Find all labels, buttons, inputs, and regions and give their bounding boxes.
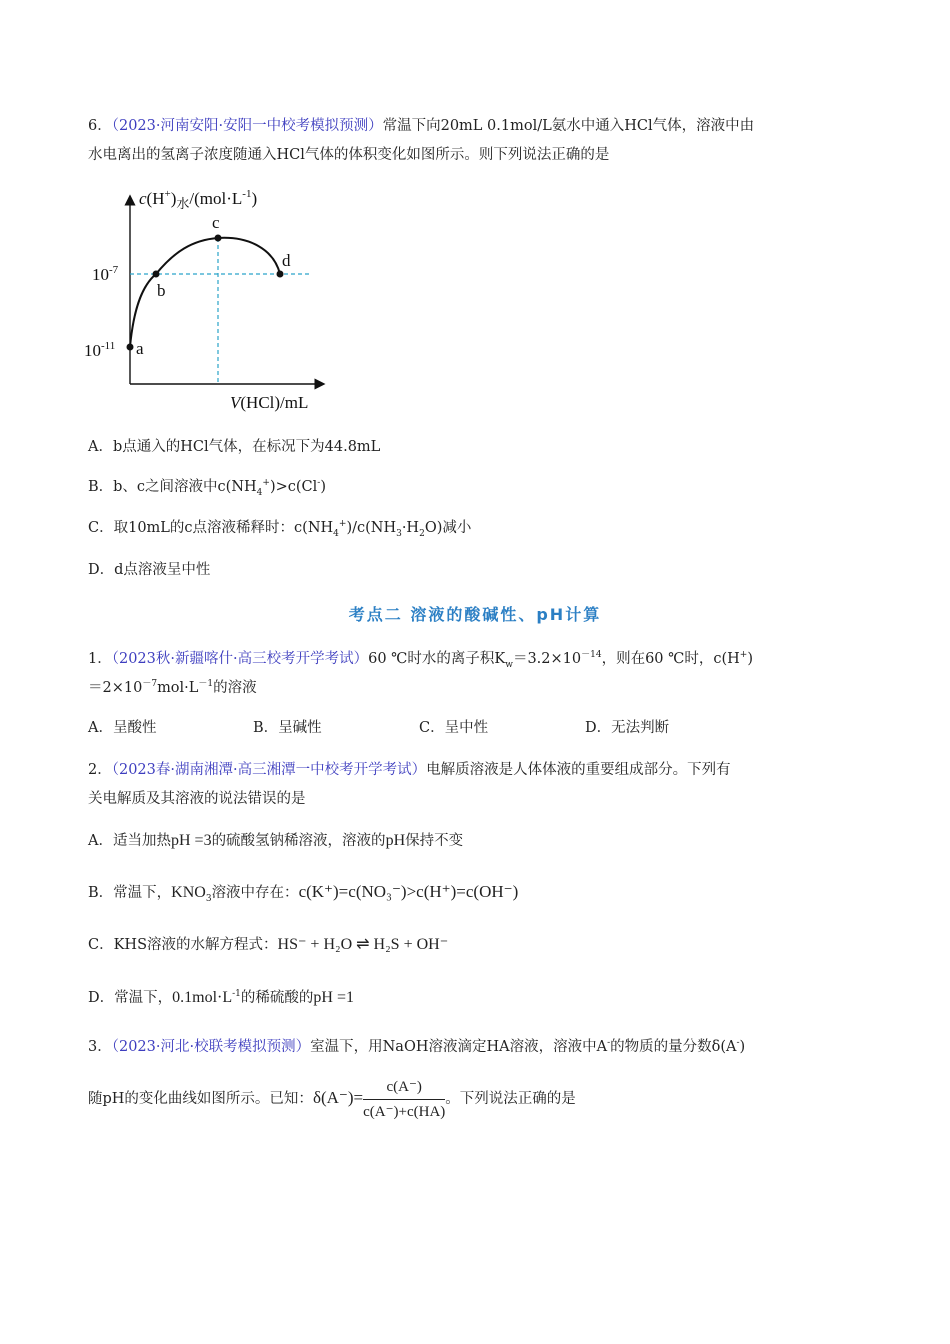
superscript: －7 [142, 679, 158, 690]
section-heading: 考点二 溶液的酸碱性、pH计算 [348, 605, 602, 624]
option-text: )>c(Cl [269, 479, 318, 495]
formula: pH =3 [170, 832, 212, 849]
question-source: （2023·河南安阳·安阳一中校考模拟预测） [111, 118, 383, 134]
question-text: 常温下向20mL 0.1mol/L氨水中通入HCl气体，溶液中由 [382, 118, 755, 134]
y-axis-label: $c(H^+)_水/(mol\cdot L^{-1})$ [139, 188, 258, 212]
fraction-denominator: c(A⁻)+c(HA) [363, 1103, 446, 1120]
option-text: D．常温下， [88, 990, 173, 1006]
question-number: 2． [88, 762, 112, 778]
point-b [153, 271, 160, 278]
ytick-low: $10^{-11}$ [84, 340, 116, 360]
option-text: ·H [401, 520, 420, 536]
q6-option-b[interactable]: B．b、c之间溶液中$c(NH_4^+)>c(Cl^-)$ [88, 478, 326, 498]
question-text: 关电解质及其溶液的说法错误的是 [88, 791, 306, 807]
x-axis-label: V(HCl)/mL [230, 393, 309, 412]
question-text: ) [739, 1039, 746, 1055]
point-b-label: b [157, 281, 166, 300]
question-text: ，则在60 ℃时，c(H [601, 651, 740, 667]
q1-line1: 1．（2023秋·新疆喀什·高三校考开学考试）60 ℃时水的离子积$K_w=3.2\times 10^{-14}$，则在60 ℃时，c(H+) [88, 650, 753, 670]
q1-option-b[interactable]: B．呈碱性 [253, 720, 322, 736]
q6-line1 [88, 116, 754, 136]
q1-option-c[interactable]: C．呈中性 [419, 720, 489, 736]
q6-option-a[interactable] [88, 437, 380, 457]
question-text: 随pH的变化曲线如图所示。已知： [88, 1091, 313, 1107]
q6-line2 [88, 145, 609, 165]
q1-line2 [88, 678, 257, 698]
curve [130, 238, 280, 347]
option-text: 的稀硫酸的 [240, 990, 314, 1006]
fraction [363, 1077, 445, 1122]
q2-option-a[interactable] [88, 831, 463, 851]
formula: δ(A⁻)= [312, 1088, 364, 1107]
option-text: O)减小 [424, 520, 472, 536]
point-a-label: a [136, 339, 144, 358]
q6-option-c[interactable]: C．取10mL的c点溶液稀释时：$c(NH_4^+)/c(NH_3\cdot H_2O)$减小 [88, 519, 472, 539]
option-text: A．适当加热 [88, 833, 171, 849]
question-number: 1． [88, 651, 112, 667]
question-text: 。下列说法正确的是 [445, 1091, 576, 1107]
option-text: B．b、c之间溶液中c(NH [88, 479, 257, 495]
ytick-high: $10^{-7}$ [92, 264, 119, 284]
q2-option-c[interactable] [88, 935, 448, 955]
option-text: 的硫酸氢钠稀溶液，溶液的 [211, 833, 386, 849]
question-text: 电解质溶液是人体体液的重要组成部分。下列有 [426, 762, 731, 778]
question-text: ＝3.2×10 [512, 651, 582, 667]
q1-options [88, 718, 669, 738]
question-number: 6． [88, 118, 112, 134]
formula: c(K⁺)=c(NO₃⁻)>c(H⁺)=c(OH⁻) [298, 882, 519, 901]
option-text: D．d点溶液呈中性 [88, 562, 211, 578]
formula: 0.1mol·L [172, 989, 233, 1006]
point-c [215, 235, 222, 242]
q2-option-b[interactable]: B．常温下，$KNO_3$溶液中存在：c(K⁺)=c(NO₃⁻)>c(H⁺)=c(OH⁻) [88, 882, 519, 904]
option-text: C．取10mL的c点溶液稀释时：c(NH [88, 520, 334, 536]
superscript: －14 [581, 650, 602, 661]
option-text: ) [320, 479, 326, 495]
question-number: 3． [88, 1039, 112, 1055]
q1-option-a[interactable]: A．呈酸性 [88, 720, 157, 736]
question-text: 水电离出的氢离子浓度随通入HCl气体的体积变化如图所示。则下列说法正确的是 [88, 147, 610, 163]
point-a [127, 344, 134, 351]
question-text: 的物质的量分数δ(A [610, 1039, 737, 1055]
question-text: 的溶液 [213, 680, 257, 696]
q3-line2 [88, 1072, 576, 1124]
formula: pH =1 [313, 989, 354, 1006]
question-text: 室温下，用NaOH溶液滴定HA溶液，溶液中A [310, 1039, 608, 1055]
point-d-label: d [282, 251, 291, 270]
q3-line1: 3．（2023·河北·校联考模拟预测）室温下，用NaOH溶液滴定HA溶液，溶液中A-的物质的量分数δ(A-) [88, 1038, 746, 1055]
question-text: 60 ℃时水的离子积K [368, 651, 506, 667]
superscript: －1 [198, 679, 214, 690]
question-source: （2023春·湖南湘潭·高三湘潭一中校考开学考试） [111, 762, 427, 778]
point-c-label: c [212, 213, 220, 232]
option-text: )/c(NH [346, 520, 397, 536]
question-text: mol·L [157, 680, 199, 696]
q2-option-d[interactable]: D．常温下，$0.1mol\cdot L^{-1}$的稀硫酸的pH =1 [88, 989, 354, 1006]
formula: HS⁻ + H₂O ⇌ H₂S + OH⁻ [277, 936, 449, 953]
chart [82, 184, 342, 416]
fraction-numerator: c(A⁻) [363, 1077, 445, 1100]
subscript: w [505, 659, 513, 670]
q1-option-d[interactable]: D．无法判断 [585, 720, 670, 736]
question-text: ) [747, 651, 753, 667]
option-text: B．常温下， [88, 885, 172, 901]
point-d [277, 271, 284, 278]
q2-line2 [88, 789, 306, 809]
q6-option-d[interactable] [88, 560, 210, 580]
option-text: A．b点通入的HCl气体，在标况下为44.8mL [88, 439, 381, 455]
question-source: （2023秋·新疆喀什·高三校考开学考试） [111, 651, 369, 667]
option-text: 保持不变 [405, 833, 464, 849]
option-text: C．KHS溶液的水解方程式： [88, 937, 278, 953]
option-text: 溶液中存在： [211, 885, 299, 901]
formula: KNO [171, 884, 206, 901]
question-source: （2023·河北·校联考模拟预测） [111, 1039, 311, 1055]
q2-line1 [88, 760, 731, 780]
question-text: ＝2×10 [88, 680, 143, 696]
formula: pH [385, 832, 406, 849]
